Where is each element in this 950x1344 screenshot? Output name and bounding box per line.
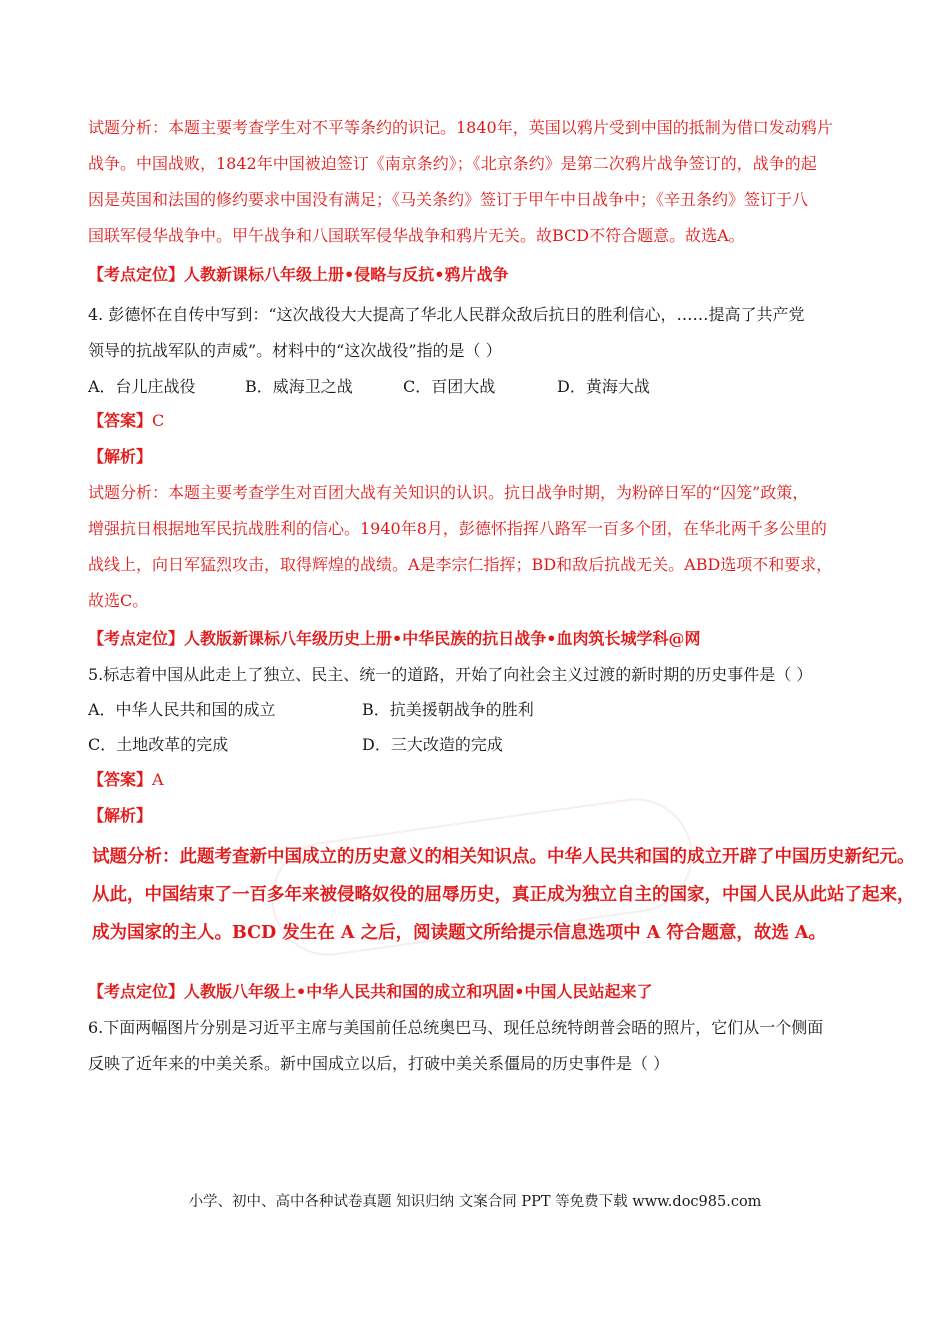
q4-analysis-line-4: 故选C。 bbox=[88, 591, 149, 610]
q5-answer bbox=[88, 769, 164, 791]
q4-answer bbox=[88, 410, 164, 432]
q5-jiexi-label: 【解析】 bbox=[88, 806, 153, 825]
q6-stem-line-2: 反映了近年来的中美关系。新中国成立以后，打破中美关系僵局的历史事件是（ ） bbox=[88, 1054, 670, 1073]
q4-analysis-line-2: 增强抗日根据地军民抗战胜利的信心。1940年8月，彭德怀指挥八路军一百多个团，在华北两千多公里的 bbox=[88, 519, 827, 538]
q4-option-b: B．威海卫之战 bbox=[245, 377, 353, 396]
analysis3-line-2: 战争。中国战败，1842年中国被迫签订《南京条约》；《北京条约》是第二次鸦片战争签订的，战争的起 bbox=[88, 154, 817, 173]
answer-label: 【答案】 bbox=[88, 770, 153, 789]
q5-option-d: D．三大改造的完成 bbox=[362, 735, 503, 754]
answer-value: C bbox=[152, 411, 165, 430]
analysis3-line-1: 试题分析：本题主要考查学生对不平等条约的识记。1840年，英国以鸦片受到中国的抵制为借口发动鸦片 bbox=[88, 118, 833, 137]
q5-analysis-line-2: 从此，中国结束了一百多年来被侵略奴役的屈辱历史，真正成为独立自主的国家，中国人民从此站了起来， bbox=[92, 885, 915, 905]
q5-analysis-line-1: 试题分析：此题考查新中国成立的历史意义的相关知识点。中华人民共和国的成立开辟了中国历史新纪元。 bbox=[92, 847, 915, 867]
page-footer: 小学、初中、高中各种试卷真题 知识归纳 文案合同 PPT 等免费下载 www.doc985.com bbox=[188, 1194, 762, 1210]
q4-option-a: A．台儿庄战役 bbox=[88, 377, 196, 396]
analysis3-line-3: 因是英国和法国的修约要求中国没有满足；《马关条约》签订于甲午中日战争中；《辛丑条约》签订于八 bbox=[88, 190, 809, 209]
answer-value: A bbox=[152, 770, 164, 789]
q5-analysis-line-3: 成为国家的主人。BCD 发生在 A 之后，阅读题文所给提示信息选项中 A 符合题意，故选 A。 bbox=[92, 923, 827, 943]
q4-stem-line-2: 领导的抗战军队的声威”。材料中的“这次战役”指的是（ ） bbox=[88, 341, 502, 360]
q4-analysis-line-1: 试题分析：本题主要考查学生对百团大战有关知识的认识。抗日战争时期，为粉碎日军的“囚笼”政策， bbox=[88, 483, 809, 502]
kaodian-3: 【考点定位】人教新课标八年级上册•侵略与反抗•鸦片战争 bbox=[88, 265, 509, 284]
q5-option-b: B．抗美援朝战争的胜利 bbox=[362, 700, 534, 719]
q5-stem: 5.标志着中国从此走上了独立、民主、统一的道路，开始了向社会主义过渡的新时期的历史事件是（ ） bbox=[88, 665, 813, 684]
answer-label: 【答案】 bbox=[88, 411, 153, 430]
q4-stem-line-1: 4. 彭德怀在自传中写到：“这次战役大大提高了华北人民群众敌后抗日的胜利信心，……提高了共产党 bbox=[88, 305, 805, 324]
kaodian-4: 【考点定位】人教版新课标八年级历史上册•中华民族的抗日战争•血肉筑长城学科@网 bbox=[88, 629, 701, 648]
q5-option-a: A．中华人民共和国的成立 bbox=[88, 700, 276, 719]
q4-option-c: C．百团大战 bbox=[403, 377, 496, 396]
q4-jiexi-label: 【解析】 bbox=[88, 447, 153, 466]
analysis3-line-4: 国联军侵华战争中。甲午战争和八国联军侵华战争和鸦片无关。故BCD不符合题意。故选A。 bbox=[88, 226, 745, 245]
q4-analysis-line-3: 战线上，向日军猛烈攻击，取得辉煌的战绩。A是李宗仁指挥；BD和敌后抗战无关。ABD选项不和要求， bbox=[88, 555, 833, 574]
q6-stem-line-1: 6.下面两幅图片分别是习近平主席与美国前任总统奥巴马、现任总统特朗普会晤的照片，它们从一个侧面 bbox=[88, 1018, 824, 1037]
q4-option-d: D．黄海大战 bbox=[557, 377, 650, 396]
kaodian-5: 【考点定位】人教版八年级上•中华人民共和国的成立和巩固•中国人民站起来了 bbox=[88, 982, 653, 1001]
q5-option-c: C．土地改革的完成 bbox=[88, 735, 229, 754]
